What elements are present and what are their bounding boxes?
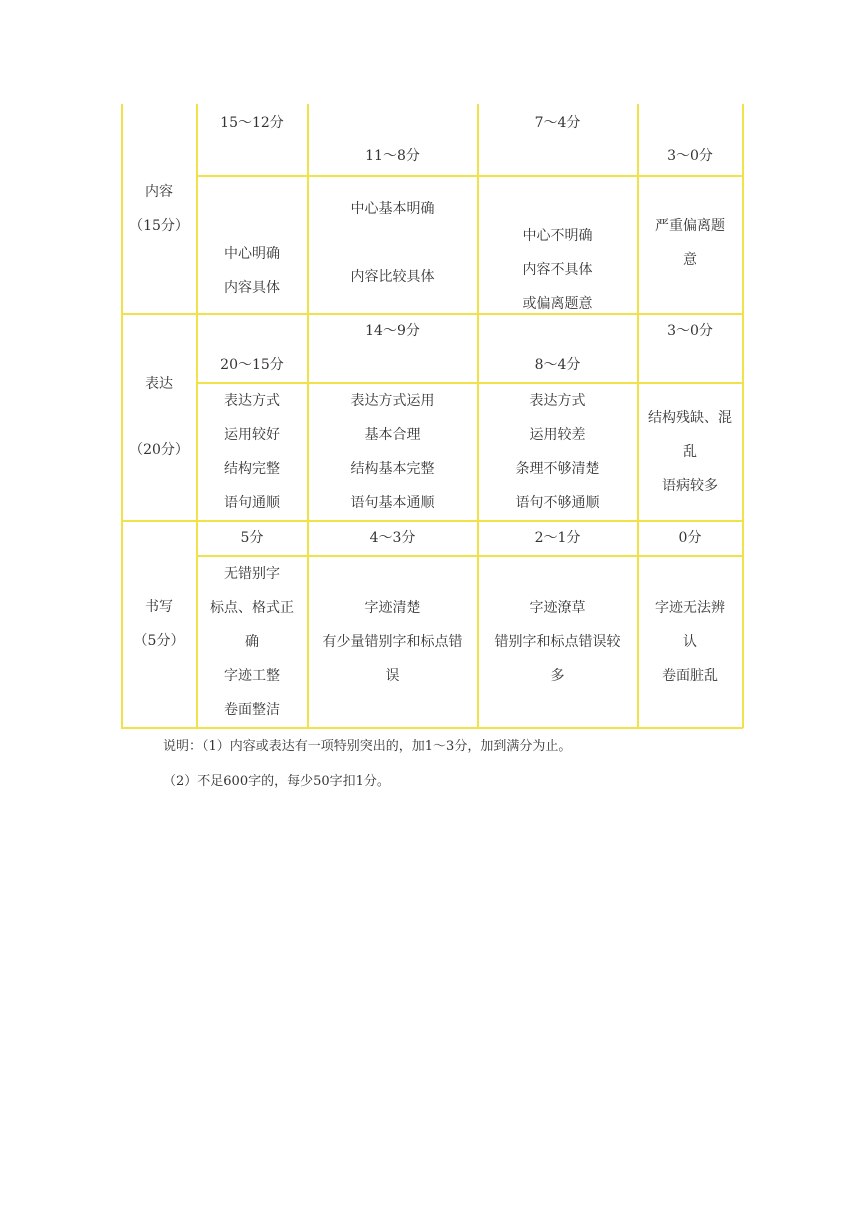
score-cell: 20～15分 <box>220 357 284 373</box>
criteria-cell: 字迹潦草 错别字和标点错误较 多 <box>494 600 621 684</box>
score-cell: 11～8分 <box>365 148 420 164</box>
row-label-expression: 表达 （20分） <box>129 376 189 458</box>
criteria-cell: 表达方式运用 基本合理 结构基本完整 语句基本通顺 <box>350 393 435 511</box>
score-cell: 7～4分 <box>534 115 581 131</box>
row-label-content: 内容 （15分） <box>129 183 189 234</box>
score-cell: 15～12分 <box>220 115 284 131</box>
score-cell: 3～0分 <box>667 148 713 164</box>
score-cell: 5分 <box>240 530 264 546</box>
score-cell: 2～1分 <box>534 530 581 546</box>
criteria-cell: 中心明确 内容具体 <box>224 245 280 296</box>
note-line-1: 说明：（1）内容或表达有一项特别突出的，加1～3分，加到满分为止。 <box>163 739 572 754</box>
row-label-writing: 书写 （5分） <box>133 599 185 649</box>
score-cell: 4～3分 <box>369 530 416 546</box>
table-divider <box>196 175 743 177</box>
criteria-cell: 字迹无法辨 认 卷面脏乱 <box>655 600 725 684</box>
score-cell: 8～4分 <box>534 357 581 373</box>
criteria-cell: 中心不明确 内容不具体 或偏离题意 <box>522 227 593 312</box>
table-border-right <box>742 104 744 728</box>
note-line-2: （2）不足600字的，每少50字扣1分。 <box>163 774 390 789</box>
table-border-bottom <box>121 727 743 729</box>
criteria-cell: 无错别字 标点、格式正 确 字迹工整 卷面整洁 <box>210 566 294 718</box>
score-cell: 0分 <box>678 530 702 546</box>
score-cell: 14～9分 <box>365 323 420 339</box>
criteria-cell: 中心基本明确 内容比较具体 <box>350 201 435 285</box>
criteria-cell: 表达方式 运用较差 条理不够清楚 语句不够通顺 <box>515 393 600 511</box>
criteria-cell: 字迹清楚 有少量错别字和标点错 误 <box>322 600 463 684</box>
criteria-cell: 严重偏离题 意 <box>655 218 725 268</box>
score-cell: 3～0分 <box>667 323 713 339</box>
criteria-cell: 结构残缺、混 乱 语病较多 <box>648 410 732 494</box>
criteria-cell: 表达方式 运用较好 结构完整 语句通顺 <box>224 393 280 511</box>
